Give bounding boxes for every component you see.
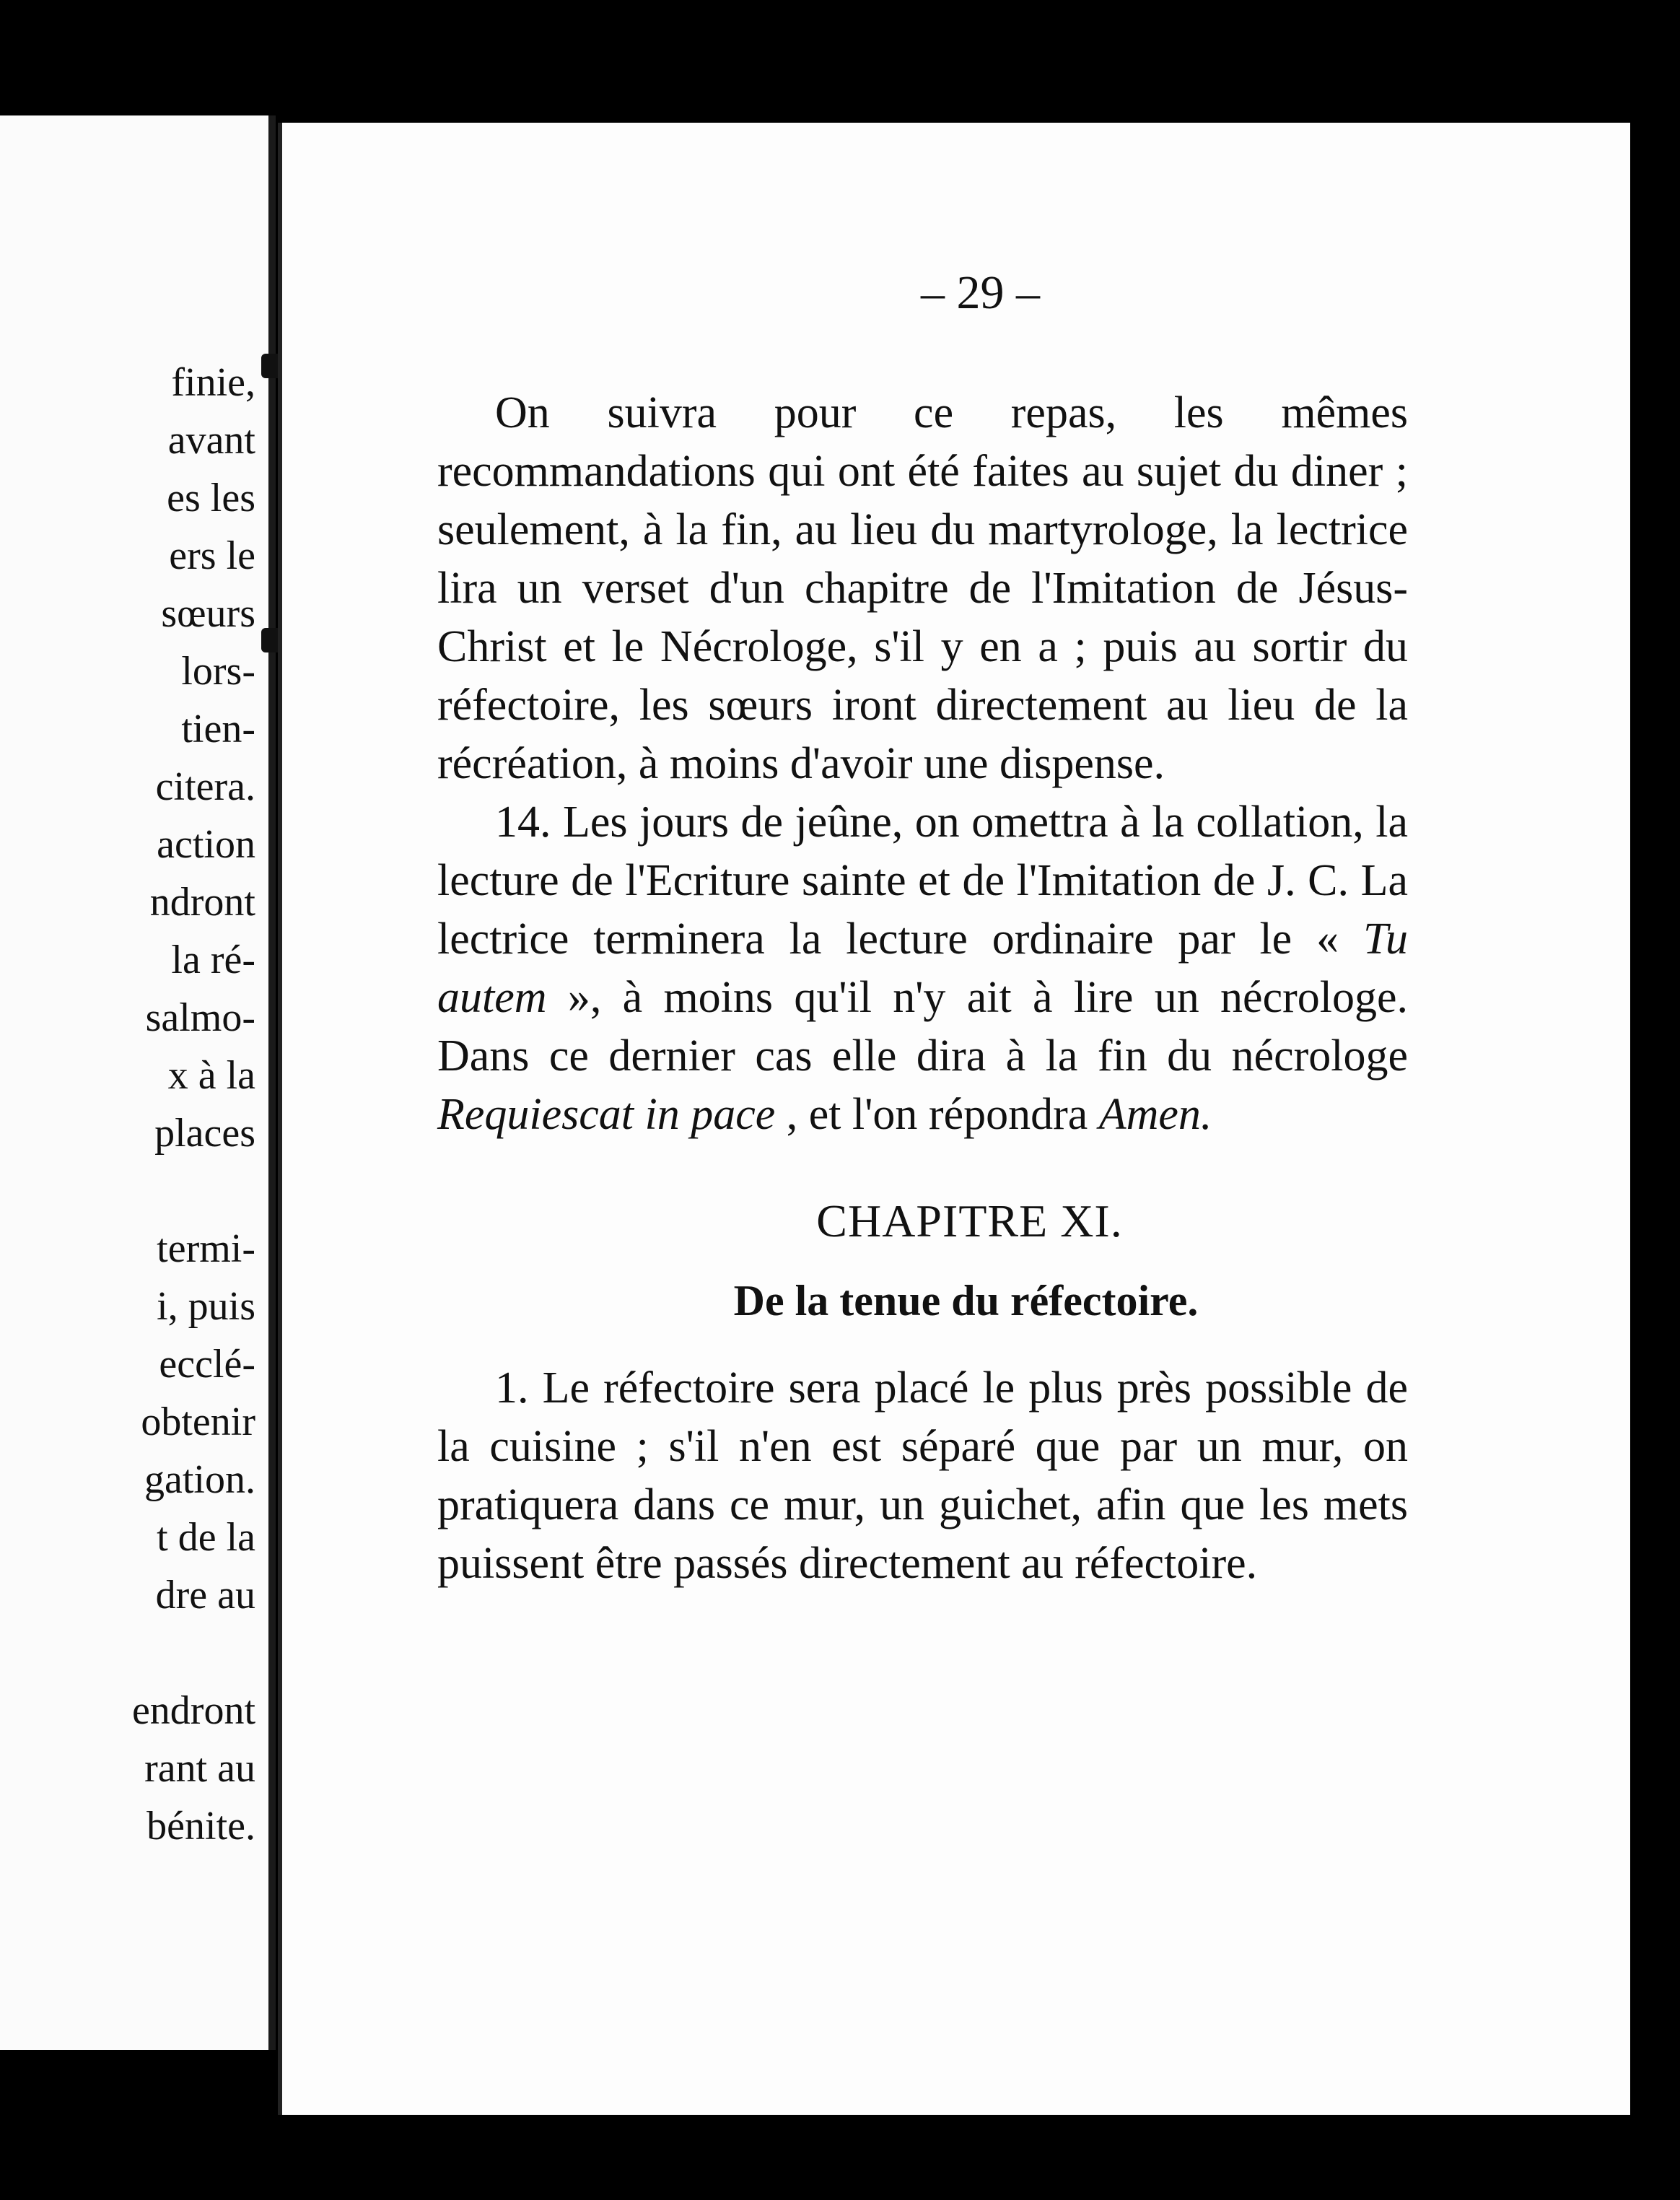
previous-page bbox=[0, 115, 276, 2050]
amen-word: Amen. bbox=[1098, 1090, 1212, 1139]
previous-page-line: citera. bbox=[155, 764, 255, 809]
previous-page-line: ndront bbox=[149, 880, 255, 925]
previous-page-line: gation. bbox=[144, 1457, 255, 1502]
current-page bbox=[278, 123, 1630, 2115]
previous-page-line: ecclé- bbox=[159, 1342, 255, 1387]
chapter-title: CHAPITRE XI. bbox=[816, 1195, 1123, 1247]
previous-page-line: ers le bbox=[169, 533, 255, 578]
previous-page-line: x à la bbox=[167, 1053, 255, 1098]
previous-page-line: dre au bbox=[155, 1573, 255, 1618]
section-title: De la tenue du réfectoire. bbox=[733, 1277, 1199, 1324]
previous-page-line: places bbox=[154, 1111, 255, 1156]
previous-page-line bbox=[132, 1624, 255, 1682]
paragraph-text: 14. Les jours de jeûne, on omettra à la collation, la lecture de l'Ecriture sainte et de l'Imitation de J. C. La lectrice terminera la lecture ordinaire par le « bbox=[437, 798, 1408, 964]
previous-page-line: finie, bbox=[171, 360, 255, 405]
tu-autem-phrase: Tu autem bbox=[437, 915, 1408, 1022]
previous-page-line: rant au bbox=[144, 1746, 255, 1791]
requiescat-phrase: Requiescat in pace bbox=[437, 1090, 776, 1139]
previous-page-line: es les bbox=[167, 476, 255, 520]
previous-page-line: sœurs bbox=[161, 591, 255, 636]
previous-page-line: action bbox=[157, 822, 255, 867]
previous-page-line: obtenir bbox=[141, 1400, 255, 1444]
page-number: – 29 – bbox=[921, 266, 1040, 319]
previous-page-line: endront bbox=[131, 1688, 255, 1733]
paragraph-text: », à moins qu'il n'y ait à lire un nécrologe. Dans ce dernier cas elle dira à la fin du nécrologe bbox=[437, 973, 1408, 1081]
previous-page-text bbox=[132, 354, 255, 1855]
previous-page-line bbox=[132, 1162, 255, 1220]
previous-page-line: la ré- bbox=[171, 938, 255, 982]
previous-page-line: bénite. bbox=[146, 1804, 255, 1848]
previous-page-line: avant bbox=[167, 418, 255, 463]
paragraph-text: , et l'on répondra bbox=[775, 1090, 1099, 1139]
paragraph-repas: On suivra pour ce repas, les mêmes recommandations qui ont été faites au sujet du diner ; seulement, à la fin, au lieu du martyrologe, la lectrice lira un verset d'un chapitre de l'Imitation de Jésus-Christ et le Nécrologe, s'il y en a ; puis au sortir du réfectoire, les sœurs iront directement au lieu de la récréation, à moins d'avoir une dispense. bbox=[437, 388, 1408, 788]
paragraph-jours-de-jeune bbox=[437, 793, 1408, 1144]
previous-page-line: tien- bbox=[181, 707, 255, 751]
previous-page-line: i, puis bbox=[157, 1284, 255, 1329]
previous-page-line: salmo- bbox=[145, 995, 255, 1040]
previous-page-line: lors- bbox=[181, 649, 255, 694]
previous-page-line: t de la bbox=[157, 1515, 255, 1560]
paragraph-refectoire: 1. Le réfectoire sera placé le plus près possible de la cuisine ; s'il n'en est séparé que par un mur, on pratiquera dans ce mur, un guichet, afin que les mets puissent être passés directement au réfectoire. bbox=[437, 1363, 1408, 1588]
previous-page-line: termi- bbox=[157, 1226, 255, 1271]
page-content bbox=[437, 263, 1408, 1593]
